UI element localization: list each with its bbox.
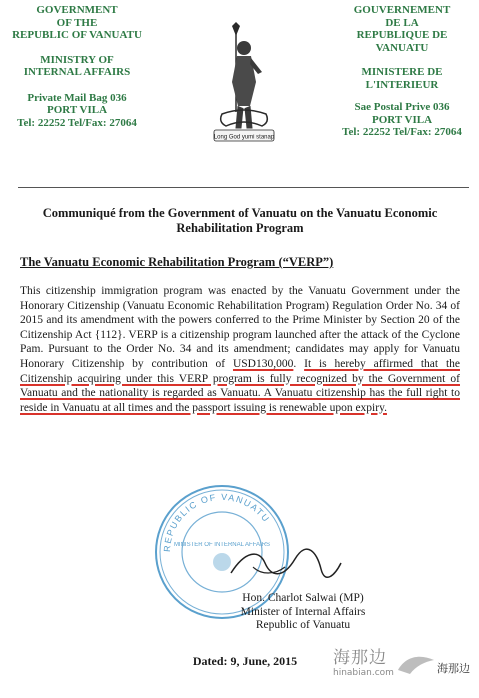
- letterhead-left-line1: GOVERNMENT: [36, 4, 118, 16]
- letterhead-right-tel: Tel: 22252 Tel/Fax: 27064: [342, 126, 462, 138]
- letterhead-divider: [18, 187, 469, 188]
- seal-inner-text: MINISTER OF INTERNAL AFFAIRS: [173, 542, 271, 548]
- signature-scribble: [225, 545, 345, 585]
- signer-name: Hon. Charlot Salwai (MP): [242, 592, 364, 604]
- signer-title: Minister of Internal Affairs: [240, 605, 366, 618]
- letterhead-left-tel: Tel: 22252 Tel/Fax: 27064: [17, 116, 137, 129]
- letterhead-right-line4: VANUATU: [375, 41, 429, 54]
- communique-title: [20, 206, 460, 236]
- contribution-amount: USD130,000: [232, 357, 294, 370]
- coat-of-arms-emblem: [210, 22, 278, 152]
- communique-title-line1: Communiqué from the Government of Vanuatu on the Vanuatu Economic: [42, 206, 438, 220]
- letterhead-left: [2, 4, 152, 129]
- body-text-part1: This citizenship immigration program was enacted by the Vanuatu Government under the Honorary Citizenship (Vanuatu Economic Rehabilitation Program) Regulation Order No. 34 of 2015 and its amendment with the powers conferred to the Prime Minister by Section 20 of the Citizenship Act {112}. VERP is a citizenship program launched after the attack of the Cyclone Pam. Pursuant to the Order No. 34 and its amendment; candidates may apply for Vanuatu Honorary Citizenship by contribution of: [20, 285, 460, 370]
- letterhead-right-addr2: PORT VILA: [371, 113, 433, 126]
- watermark-domain: hinabian.com: [333, 668, 394, 678]
- body-paragraph: [20, 284, 460, 415]
- letterhead-left-ministry2: INTERNAL AFFAIRS: [23, 66, 131, 78]
- letterhead-right: [327, 4, 477, 139]
- motto-scroll-text: Long God yumi stanap: [213, 134, 275, 141]
- letterhead-left-addr2: PORT VILA: [46, 104, 108, 116]
- program-subheading: The Vanuatu Economic Rehabilitation Program (“VERP”): [20, 255, 334, 269]
- highlighted-affirmation: It is hereby affirmed that the Citizenship acquiring under this VERP program is fully recognized by the Government of Vanuatu and the nationality is regarded as Vanuatu. A Vanuatu citizenship has the full right to reside in Vanuatu at all times and the passport issuing is renewable upon expiry.: [20, 357, 460, 414]
- letterhead-right-ministry2: L'INTERIEUR: [365, 78, 439, 91]
- body-text-part2: .: [293, 357, 305, 370]
- watermark-account: 海那边: [437, 662, 470, 675]
- letterhead-left-line3: REPUBLIC OF VANUATU: [12, 29, 142, 41]
- letterhead-right-addr1: Sae Postal Prive 036: [354, 101, 450, 113]
- bird-logo-icon: [396, 650, 436, 678]
- letterhead-left-ministry1: MINISTRY OF: [40, 53, 114, 66]
- letterhead-right-line1: GOUVERNEMENT: [353, 4, 451, 16]
- communique-title-line2: Rehabilitation Program: [176, 221, 304, 235]
- letterhead-left-line2: OF THE: [56, 16, 98, 29]
- watermark-brand: 海那边: [333, 648, 387, 668]
- signer-country: Republic of Vanuatu: [255, 619, 351, 631]
- letterhead-right-ministry1: MINISTERE DE: [361, 66, 443, 78]
- signer-block: [183, 592, 423, 633]
- letterhead-right-line3: REPUBLIQUE DE: [356, 29, 448, 41]
- letterhead-right-line2: DE LA: [385, 16, 419, 29]
- seal-ring-text: REPUBLIC OF VANUATU: [161, 491, 272, 553]
- letterhead-left-addr1: Private Mail Bag 036: [27, 91, 127, 104]
- dated-line: Dated: 9, June, 2015: [192, 654, 298, 668]
